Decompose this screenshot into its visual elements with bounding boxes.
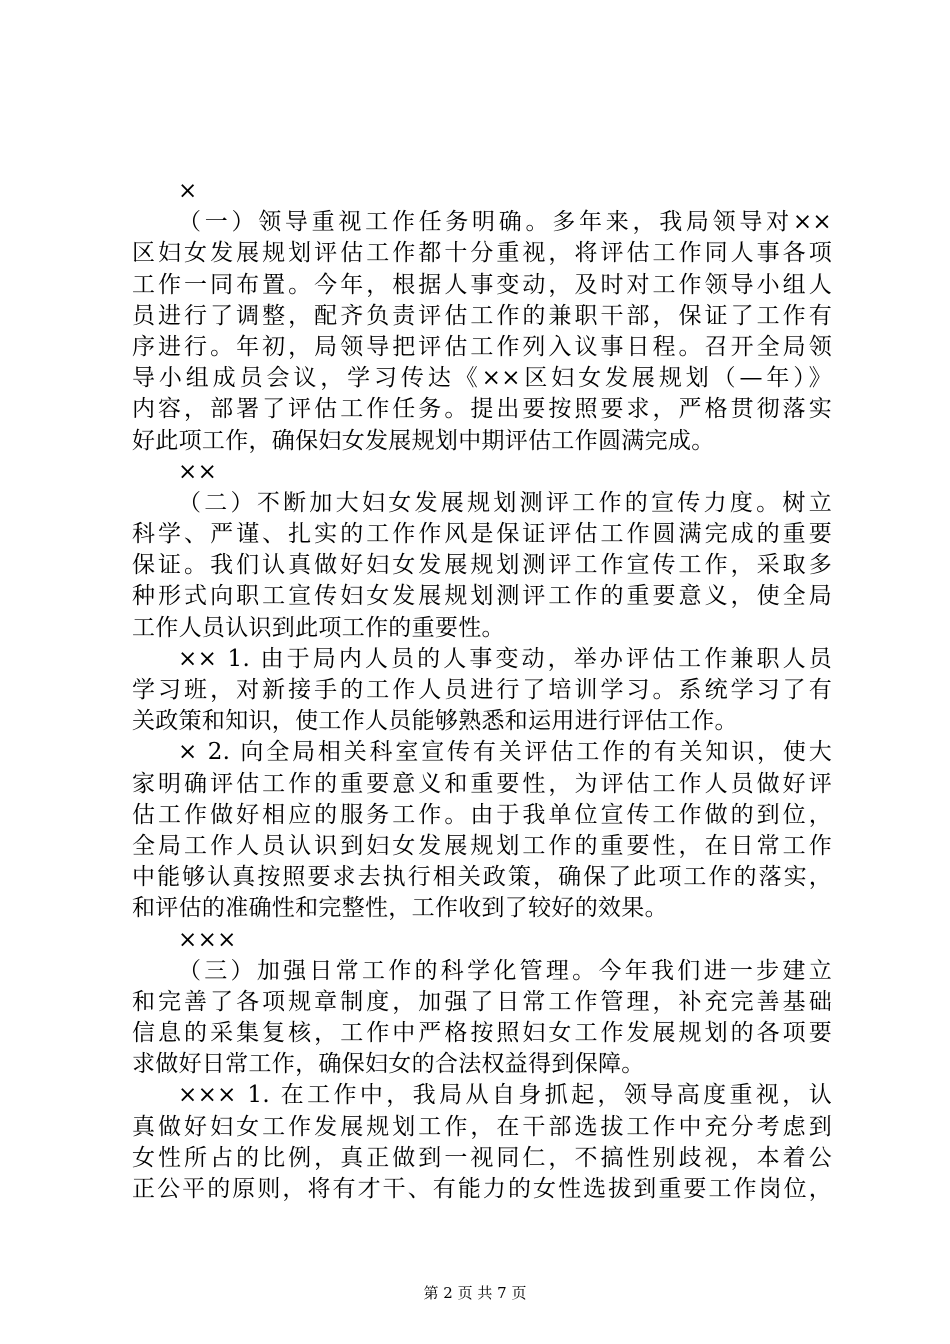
body-line: 工作人员认识到此项工作的重要性。 [132, 614, 505, 641]
body-line: ×× [178, 458, 218, 485]
body-line: 学习班，对新接手的工作人员进行了培训学习。系统学习了有 [132, 677, 832, 703]
body-line: 好此项工作，确保妇女发展规划中期评估工作圆满完成。 [132, 427, 715, 454]
body-line: 工作一同布置。今年，根据人事变动，及时对工作领导小组人 [132, 271, 832, 298]
body-line: ××× [178, 926, 237, 953]
body-line: 和完善了各项规章制度，加强了日常工作管理，补充完善基础 [132, 988, 832, 1015]
body-line: （三）加强日常工作的科学化管理。今年我们进一步建立 [178, 957, 832, 984]
body-line: 序进行。年初，局领导把评估工作列入议事日程。召开全局领 [132, 333, 832, 360]
body-line: 员进行了调整，配齐负责评估工作的兼职干部，保证了工作有 [132, 302, 832, 329]
body-line: 家明确评估工作的重要意义和重要性，为评估工作人员做好评 [132, 770, 832, 797]
body-line: ××× 1. 在工作中，我局从自身抓起，领导高度重视，认 [178, 1082, 832, 1109]
body-line: × 2. 向全局相关科室宣传有关评估工作的有关知识，使大 [178, 739, 832, 766]
body-line: 求做好日常工作，确保妇女的合法权益得到保障。 [132, 1051, 645, 1078]
body-line: （二）不断加大妇女发展规划测评工作的宣传力度。树立 [178, 489, 832, 516]
body-line: 种形式向职工宣传妇女发展规划测评工作的重要意义，使全局 [132, 583, 832, 610]
page-number: 第 2 页 共 7 页 [423, 1284, 527, 1302]
body-line: 区妇女发展规划评估工作都十分重视，将评估工作同人事各项 [132, 240, 832, 267]
body-line: 正公平的原则，将有才干、有能力的女性选拔到重要工作岗位， [132, 1176, 832, 1202]
body-line: 信息的采集复核，工作中严格按照妇女工作发展规划的各项要 [132, 1020, 832, 1047]
body-line: 科学、严谨、扎实的工作作风是保证评估工作圆满完成的重要 [132, 521, 832, 548]
body-line: 和评估的准确性和完整性，工作收到了较好的效果。 [132, 895, 668, 922]
document-body [132, 176, 832, 1205]
body-line: 真做好妇女工作发展规划工作，在干部选拔工作中充分考虑到 [132, 1113, 832, 1140]
body-line: 关政策和知识，使工作人员能够熟悉和运用进行评估工作。 [132, 708, 738, 735]
body-line: 保证。我们认真做好妇女发展规划测评工作宣传工作，采取多 [132, 552, 832, 579]
body-line: 女性所占的比例，真正做到一视同仁，不搞性别歧视，本着公 [132, 1144, 832, 1171]
body-line: 内容，部署了评估工作任务。提出要按照要求，严格贯彻落实 [132, 396, 832, 423]
body-line: ×× 1. 由于局内人员的人事变动，举办评估工作兼职人员 [178, 645, 832, 672]
body-line: （一）领导重视工作任务明确。多年来，我局领导对×× [178, 209, 832, 236]
body-line: 估工作做好相应的服务工作。由于我单位宣传工作做的到位， [132, 801, 832, 828]
body-line: 中能够认真按照要求去执行相关政策，确保了此项工作的落实， [132, 864, 832, 891]
body-line: 导小组成员会议，学习传达《××区妇女发展规划（—年）》 [132, 365, 832, 392]
body-line: × [178, 178, 198, 204]
page-footer [0, 1283, 950, 1303]
body-line: 全局工作人员认识到妇女发展规划工作的重要性，在日常工作 [132, 832, 832, 859]
